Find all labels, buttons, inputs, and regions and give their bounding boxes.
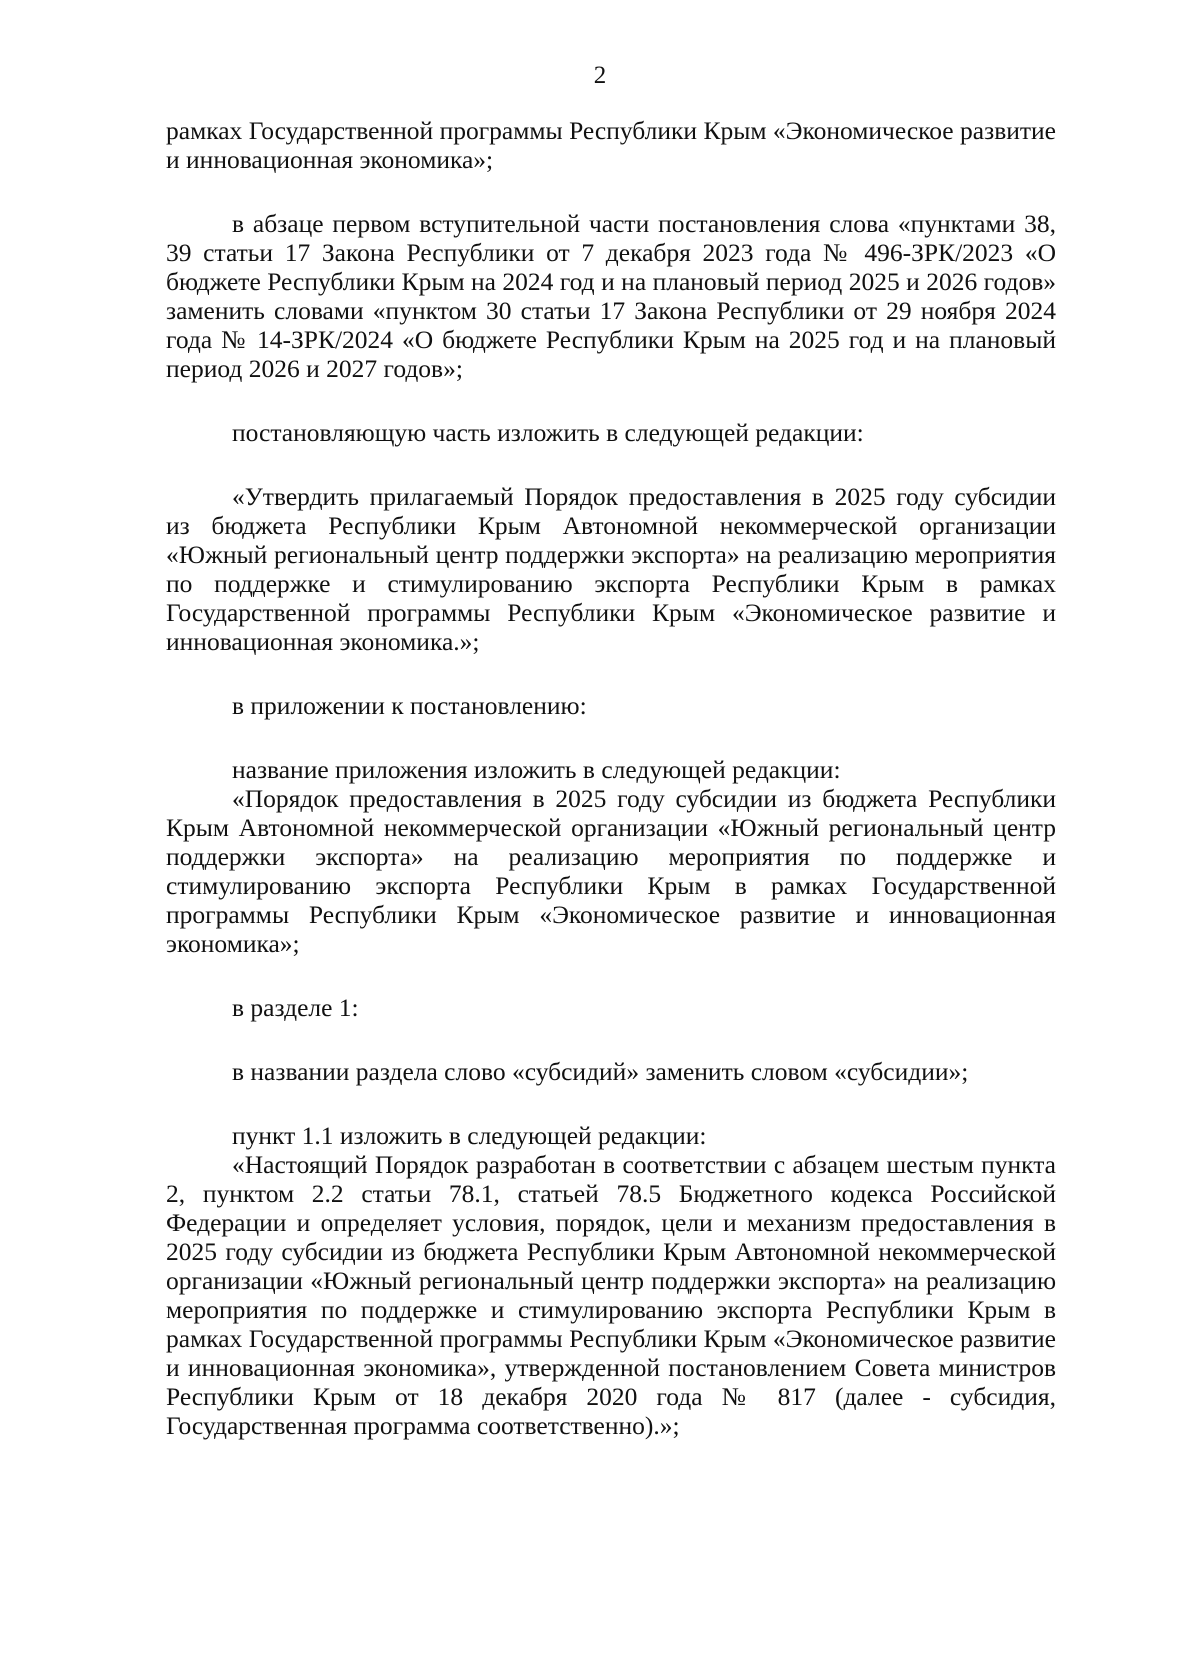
paragraph-3: постановляющую часть изложить в следующей редакции: (232, 418, 864, 447)
paragraph-8: в разделе 1: (232, 993, 359, 1022)
paragraph-9: в названии раздела слово «субсидий» заменить словом «субсидии»; (232, 1057, 969, 1086)
paragraph-10: пункт 1.1 изложить в следующей редакции: (232, 1121, 707, 1150)
paragraph-2: в абзаце первом вступительной части постановления слова «пунктами 38, 39 статьи 17 Закона Республики от 7 декабря 2023 года № 496-ЗРК/2023 «О бюджете Республики Крым на 2024 год и на плановый период 2025 и 2026 годов» заменить словами «пунктом 30 статьи 17 Закона Республики от 29 ноября 2024 года № 14-ЗРК/2024 «О бюджете Республики Крым на 2025 год и на плановый период 2026 и 2027 годов»; (166, 209, 1056, 383)
page-number: 2 (593, 62, 607, 89)
paragraph-6: название приложения изложить в следующей редакции: (232, 755, 841, 784)
paragraph-11: «Настоящий Порядок разработан в соответствии с абзацем шестым пункта 2, пунктом 2.2 статьи 78.1, статьей 78.5 Бюджетного кодекса Российской Федерации и определяет условия, порядок, цели и механизм предоставления в 2025 году субсидии из бюджета Республики Крым Автономной некоммерческой организации «Южный региональный центр поддержки экспорта» на реализацию мероприятия по поддержке и стимулированию экспорта Республики Крым в рамках Государственной программы Республики Крым «Экономическое развитие и инновационная экономика», утвержденной постановлением Совета министров Республики Крым от 18 декабря 2020 года № 817 (далее - субсидия, Государственная программа соответственно).»; (166, 1150, 1056, 1440)
paragraph-7: «Порядок предоставления в 2025 году субсидии из бюджета Республики Крым Автономной некоммерческой организации «Южный региональный центр поддержки экспорта» на реализацию мероприятия по поддержке и стимулированию экспорта Республики Крым в рамках Государственной программы Республики Крым «Экономическое развитие и инновационная экономика»; (166, 784, 1056, 958)
document-body (166, 116, 1056, 1440)
paragraph-5: в приложении к постановлению: (232, 691, 587, 720)
paragraph-1: рамках Государственной программы Республики Крым «Экономическое развитие и инновационная экономика»; (166, 116, 1056, 174)
paragraph-4: «Утвердить прилагаемый Порядок предоставления в 2025 году субсидии из бюджета Республики Крым Автономной некоммерческой организации «Южный региональный центр поддержки экспорта» на реализацию мероприятия по поддержке и стимулированию экспорта Республики Крым в рамках Государственной программы Республики Крым «Экономическое развитие и инновационная экономика.»; (166, 482, 1056, 656)
